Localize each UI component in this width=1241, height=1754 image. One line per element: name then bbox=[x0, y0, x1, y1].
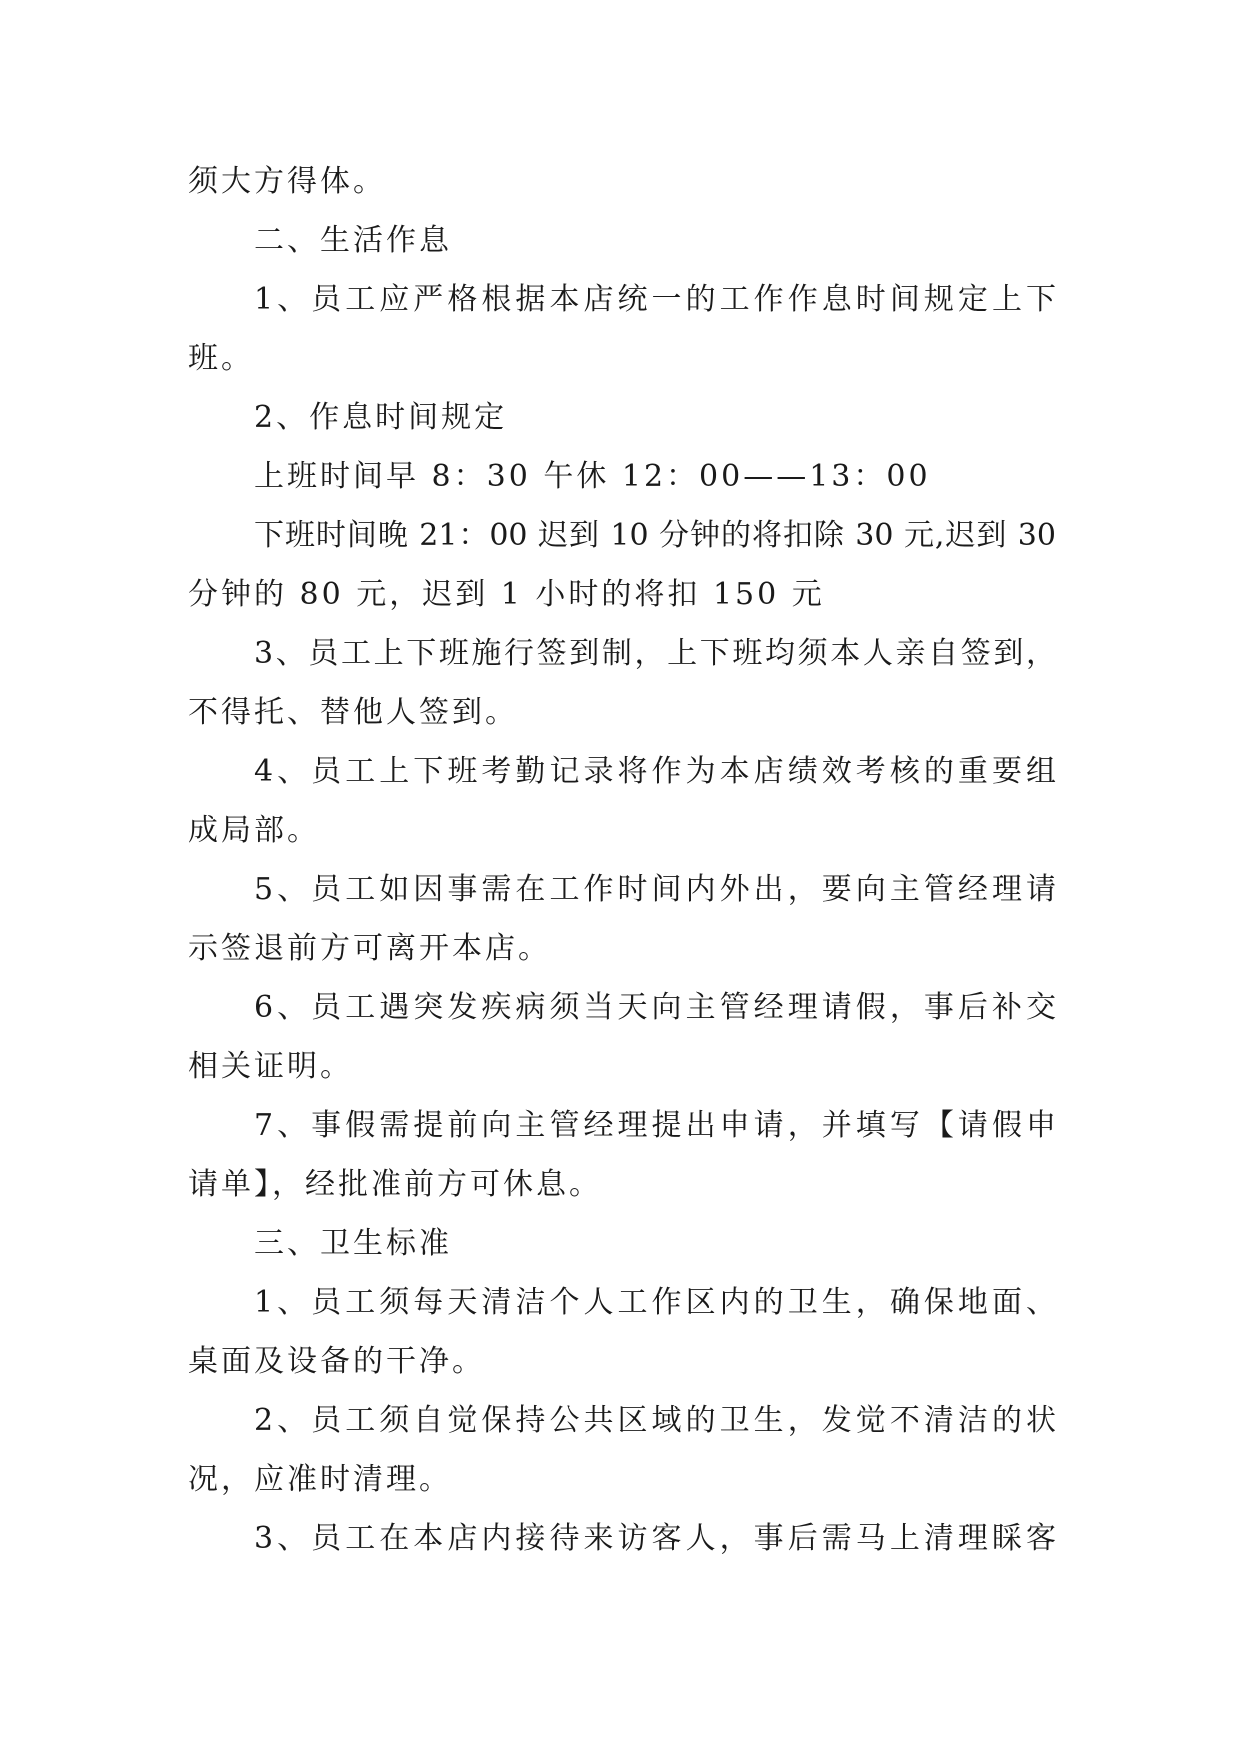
text-line: 1、员工须每天清洁个人工作区内的卫生，确保地面、 bbox=[254, 1285, 1056, 1320]
text-line: 分钟的 80 元，迟到 1 小时的将扣 150 元 bbox=[188, 577, 825, 612]
document-body bbox=[188, 152, 1056, 1568]
text-line: 请单】，经批准前方可休息。 bbox=[188, 1167, 602, 1202]
text-line: 5、员工如因事需在工作时间内外出，要向主管经理请 bbox=[254, 872, 1056, 907]
text-line: 3、员工上下班施行签到制，上下班均须本人亲自签到， bbox=[254, 636, 1056, 671]
section-heading: 二、生活作息 bbox=[254, 223, 452, 258]
text-line: 6、员工遇突发疾病须当天向主管经理请假，事后补交 bbox=[254, 990, 1056, 1025]
text-line: 2、员工须自觉保持公共区域的卫生，发觉不清洁的状 bbox=[254, 1403, 1056, 1438]
text-line: 下班时间晚 21：00 迟到 10 分钟的将扣除 30 元,迟到 30 bbox=[254, 518, 1056, 553]
text-line: 成局部。 bbox=[188, 813, 320, 848]
text-line: 班。 bbox=[188, 341, 254, 376]
text-line: 4、员工上下班考勤记录将作为本店绩效考核的重要组 bbox=[254, 754, 1056, 789]
section-heading: 三、卫生标准 bbox=[254, 1226, 452, 1261]
text-line: 2、作息时间规定 bbox=[254, 400, 508, 435]
text-line: 桌面及设备的干净。 bbox=[188, 1344, 485, 1379]
text-line: 须大方得体。 bbox=[188, 164, 386, 199]
text-line: 相关证明。 bbox=[188, 1049, 353, 1084]
text-line: 况，应准时清理。 bbox=[188, 1462, 452, 1497]
text-line: 示签退前方可离开本店。 bbox=[188, 931, 551, 966]
text-line: 上班时间早 8：30 午休 12：00——13：00 bbox=[254, 459, 931, 494]
text-line: 1、员工应严格根据本店统一的工作作息时间规定上下 bbox=[254, 282, 1056, 317]
text-line: 不得托、替他人签到。 bbox=[188, 695, 518, 730]
text-line: 3、员工在本店内接待来访客人，事后需马上清理睬客 bbox=[254, 1521, 1056, 1556]
text-line: 7、事假需提前向主管经理提出申请，并填写【请假申 bbox=[254, 1108, 1056, 1143]
